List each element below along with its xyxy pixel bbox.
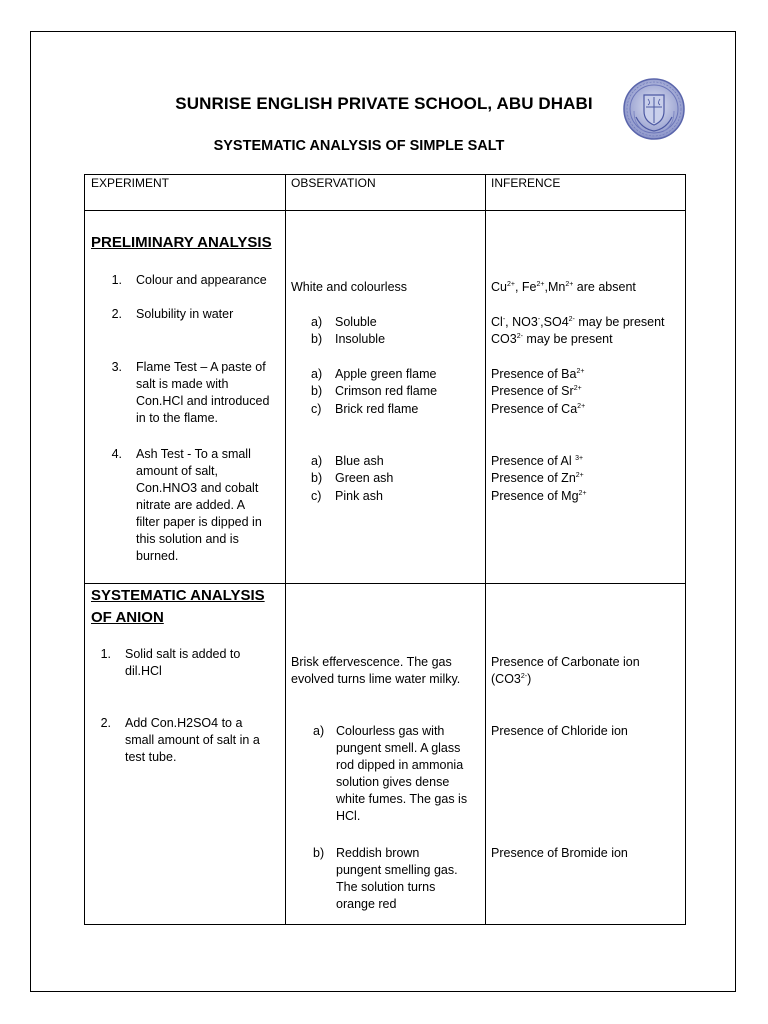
observation-text: Soluble [335, 315, 377, 329]
preliminary-heading: PRELIMINARY ANALYSIS [91, 234, 272, 251]
observation-marker: a) [311, 315, 323, 329]
inference-text: Presence of $Ca^{2+}$ [491, 402, 586, 416]
experiment-text: Solubility in water [136, 307, 234, 321]
experiment-text: Con.HNO3 and cobalt [136, 481, 259, 495]
inference-text: Presence of $Zn^{2+}$ [491, 471, 584, 485]
observation-marker: c) [311, 402, 322, 416]
experiment-number: 4. [111, 447, 122, 461]
column-divider-1 [285, 175, 286, 924]
observation-text: The solution turns [336, 880, 436, 894]
observation-text: white fumes. The gas is [336, 792, 468, 806]
inference-text: Presence of Chloride ion [491, 724, 628, 738]
experiment-text: salt is made with [136, 377, 229, 391]
observation-text: pungent smelling gas. [336, 863, 458, 877]
observation-text: White and colourless [291, 280, 408, 294]
experiment-number: 1. [100, 647, 111, 661]
observation-text: Colourless gas with [336, 724, 445, 738]
inference-text: $CO3^{2-}$ may be present [491, 332, 613, 346]
inference-text: $Cu^{2+}$, $Fe^{2+},Mn^{2+}$ are absent [491, 280, 636, 294]
observation-text: solution gives dense [336, 775, 450, 789]
observation-text: pungent smell. A glass [336, 741, 461, 755]
observation-text: Apple green flame [335, 367, 437, 381]
observation-marker: a) [311, 454, 323, 468]
observation-text: orange red [336, 897, 397, 911]
experiment-text: burned. [136, 549, 179, 563]
observation-text: Pink ash [335, 489, 383, 503]
school-crest-emblem [622, 77, 686, 141]
school-title: SUNRISE ENGLISH PRIVATE SCHOOL, ABU DHABI [175, 94, 593, 113]
inference-text: Presence of Al $^{3+}$ [491, 454, 584, 468]
analysis-table [84, 174, 686, 925]
observation-marker: a) [313, 724, 325, 738]
experiment-text: in to the flame. [136, 411, 218, 425]
inference-text: Presence of $Mg^{2+}$ [491, 489, 587, 503]
inference-text: Cl-, $NO3^-,SO4^{2-}$ may be present [491, 315, 665, 329]
experiment-number: 2. [100, 716, 111, 730]
observation-text: evolved turns lime water milky. [291, 672, 461, 686]
experiment-number: 3. [111, 360, 122, 374]
inference-text: Presence of $Sr^{2+}$ [491, 384, 582, 398]
observation-text: Reddish brown [336, 846, 420, 860]
observation-marker: c) [311, 489, 322, 503]
observation-marker: b) [311, 332, 323, 346]
observation-marker: b) [311, 471, 323, 485]
observation-text: Crimson red flame [335, 384, 438, 398]
inference-text: Presence of $Ba^{2+}$ [491, 367, 585, 381]
header-divider [85, 210, 685, 211]
header-experiment: EXPERIMENT [91, 176, 170, 190]
experiment-number: 2. [111, 307, 122, 321]
observation-marker: b) [311, 384, 323, 398]
observation-text: Blue ash [335, 454, 384, 468]
experiment-text: Solid salt is added to [125, 647, 241, 661]
experiment-text: test tube. [125, 750, 177, 764]
column-divider-2 [485, 175, 486, 924]
header-inference: INFERENCE [491, 176, 561, 190]
inference-text: Presence of Bromide ion [491, 846, 628, 860]
inference-text: $(CO3^{2-})$ [491, 672, 532, 686]
document-title: SYSTEMATIC ANALYSIS OF SIMPLE SALT [213, 138, 505, 154]
observation-text: HCl. [336, 809, 361, 823]
observation-marker: a) [311, 367, 323, 381]
header-observation: OBSERVATION [291, 176, 376, 190]
experiment-number: 1. [111, 273, 122, 287]
experiment-text: this solution and is [136, 532, 239, 546]
experiment-text: amount of salt, [136, 464, 218, 478]
experiment-text: Flame Test – A paste of [136, 360, 266, 374]
observation-text: Brisk effervescence. The gas [291, 655, 452, 669]
experiment-text: Con.HCl and introduced [136, 394, 270, 408]
experiment-text: small amount of salt in a [125, 733, 260, 747]
section-divider [85, 583, 685, 584]
experiment-text: Colour and appearance [136, 273, 267, 287]
inference-text: Presence of Carbonate ion [491, 655, 640, 669]
observation-marker: b) [313, 846, 325, 860]
experiment-text: Add Con.H2SO4 to a [125, 716, 243, 730]
observation-text: Green ash [335, 471, 394, 485]
observation-text: rod dipped in ammonia [336, 758, 464, 772]
experiment-text: dil.HCl [125, 664, 162, 678]
anion-heading: SYSTEMATIC ANALYSIS [91, 587, 265, 604]
anion-heading: OF ANION [91, 609, 164, 626]
experiment-text: Ash Test - To a small [136, 447, 251, 461]
experiment-text: nitrate are added. A [136, 498, 246, 512]
observation-text: Insoluble [335, 332, 386, 346]
observation-text: Brick red flame [335, 402, 419, 416]
experiment-text: filter paper is dipped in [136, 515, 262, 529]
